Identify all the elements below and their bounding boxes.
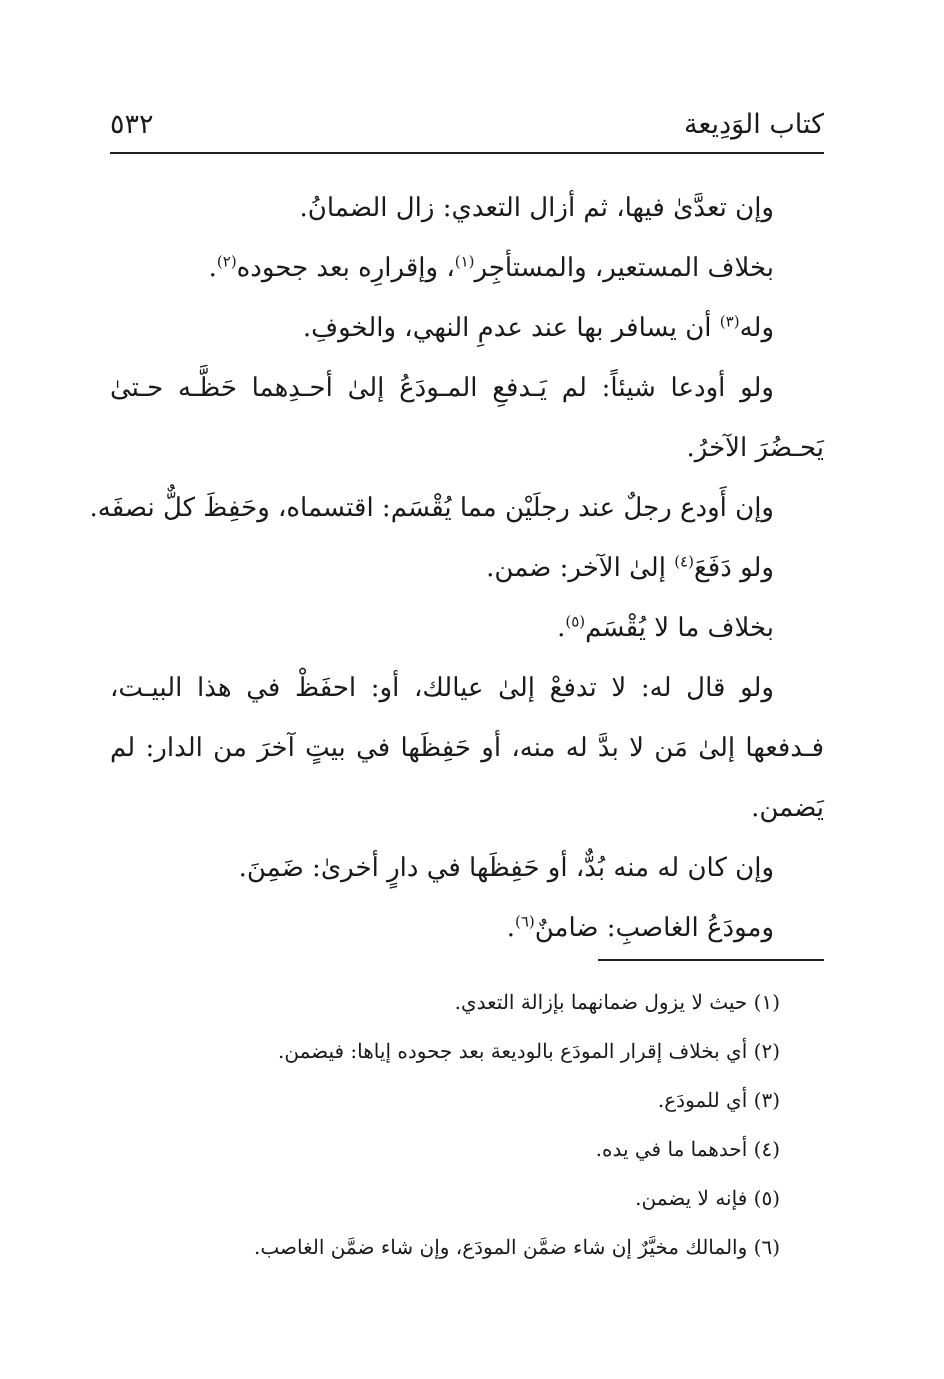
paragraph-1: وإن تعدَّىٰ فيها، ثم أزال التعدي: زال الضمانُ. (299, 193, 774, 223)
footnote-4 (110, 1125, 780, 1174)
footnote-text: أحدهما ما في يده. (595, 1137, 748, 1161)
footnote-ref-6: (٦) (514, 912, 535, 931)
footnote-ref-1: (١) (454, 252, 475, 271)
paragraph-5: وإن أَودع رجلٌ عند رجلَيْن مما يُقْسَم: اقتسماه، وحَفِظَ كلٌّ نصفَه. (89, 493, 774, 523)
main-text (89, 178, 824, 958)
paragraph-7: بخلاف ما لا يُقْسَم$^{(٥)}$. (557, 612, 774, 643)
running-header (110, 108, 824, 148)
footnote-ref-2: (٢) (216, 252, 237, 271)
paragraph-4: ولو أودعا شيئاً: لم يَـدفعِ المـودَعُ إلىٰ أحـدِهما حَظَّـه حـتىٰ يَحـضُرَ الآخرُ. (110, 373, 824, 463)
footnote-number: (٢) (753, 1039, 780, 1063)
paragraph-8: ولو قال له: لا تدفعْ إلىٰ عيالك، أو: احفَظْ في هذا البيـت، فـدفعها إلىٰ مَن لا بدَّ له منه، أو حَفِظَها في بيتٍ آخرَ من الدار: لم يَضمن. (110, 673, 824, 823)
paragraph-9: وإن كان له منه بُدٌّ، أو حَفِظَها في دارٍ أخرىٰ: ضَمِنَ. (238, 853, 774, 883)
footnote-number: (١) (753, 990, 780, 1014)
footnote-number: (٤) (753, 1137, 780, 1161)
footnote-number: (٣) (753, 1088, 780, 1112)
footnote-number: (٥) (753, 1186, 780, 1210)
footnote-text: حيث لا يزول ضمانهما بإزالة التعدي. (454, 990, 748, 1014)
footnote-text: والمالك مخيَّرٌ إن شاء ضمَّن المودَع، وإن شاء ضمَّن الغاصب. (254, 1235, 748, 1259)
footnote-5 (110, 1174, 780, 1223)
footnote-1 (110, 978, 780, 1027)
footnotes (110, 978, 780, 1272)
paragraph-10: ومودَعُ الغاصبِ: ضامنٌ$^{(٦)}$. (506, 912, 774, 943)
header-divider (110, 152, 824, 154)
paragraph-6: ولو دَفَعَ$^{(٤)}$ إلىٰ الآخر: ضمن. (486, 552, 774, 583)
footnote-3 (110, 1076, 780, 1125)
footnote-ref-3: (٣) (719, 312, 740, 331)
footnote-number: (٦) (753, 1235, 780, 1259)
footnote-text: أي للمودَع. (657, 1088, 748, 1112)
paragraph-3: وله$^{(٣)}$ أن يسافر بها عند عدمِ النهي، والخوفِ. (302, 312, 774, 343)
footnote-2 (110, 1027, 780, 1076)
footnote-divider (598, 959, 824, 961)
chapter-title: كتاب الوَدِيعة (684, 109, 824, 140)
footnote-6 (110, 1223, 780, 1272)
footnote-ref-5: (٥) (565, 612, 586, 631)
footnote-text: أي بخلاف إقرار المودَع بالوديعة بعد جحوده إياها: فيضمن. (277, 1039, 748, 1063)
page-number: ٥٣٢ (110, 109, 154, 140)
paragraph-2: بخلاف المستعير، والمستأجِر$^{(١)}$، وإقرارِه بعد جحوده$^{(٢)}$. (208, 252, 774, 283)
footnote-ref-4: (٤) (674, 552, 694, 571)
footnote-text: فإنه لا يضمن. (635, 1186, 748, 1210)
